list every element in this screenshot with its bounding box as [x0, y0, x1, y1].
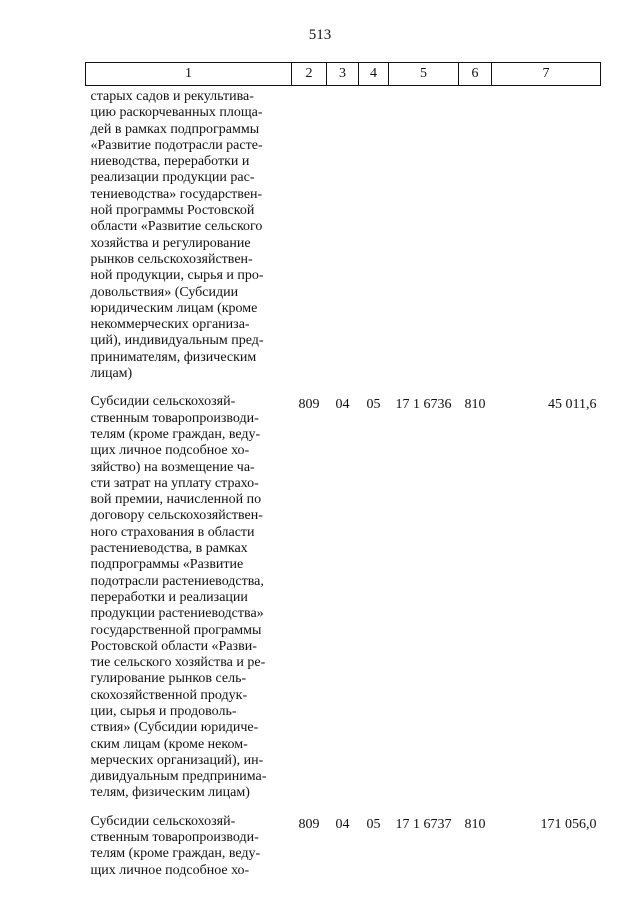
row-section-code [327, 86, 359, 393]
row-target-article: 17 1 6737 [395, 816, 452, 832]
row-ministry-code: 809 [298, 397, 320, 413]
header-col-7: 7 [492, 63, 601, 86]
header-col-3: 3 [327, 63, 359, 86]
row-section-code: 04 [335, 816, 350, 832]
row-subsection-code [359, 86, 389, 393]
row-amount: 171 056,0 [540, 816, 597, 832]
row-amount [492, 86, 601, 393]
row-expense-type: 810 [464, 397, 486, 413]
row-ministry-code: 809 [298, 816, 320, 832]
row-subsection-code: 05 [366, 816, 381, 832]
row-description: Субсидии сельскохозяй- ственным товаропроизводи- телям (кроме граждан, веду- щих личное подсобное хо- [90, 813, 261, 878]
page-number: 513 [308, 27, 332, 43]
header-col-6: 6 [459, 63, 492, 86]
row-description: старых садов и рекультива- цию раскорчеванных площа- дей в рамках подпрограммы «Развитие подотрасли расте- ниеводства, переработки и реализации продукции рас- тениеводства» государствен- ной программы Ростовской области «Развитие сельского хозяйства и регулирование рынков сельскохозяйствен- ной продукции, сырья и про- довольствия» (Субсидии юридическим лицам (кроме некоммерческих организа- ций), индивидуальным пред- принимателям, физическим лицам) [90, 89, 264, 382]
header-row [86, 63, 601, 86]
header-col-4: 4 [359, 63, 389, 86]
row-amount: 45 011,6 [548, 397, 597, 413]
row-ministry-code [292, 86, 327, 393]
row-subsection-code: 05 [366, 397, 381, 413]
header-col-1: 1 [86, 63, 292, 86]
table-row [86, 392, 601, 811]
row-description: Субсидии сельскохозяй- ственным товаропроизводи- телям (кроме граждан, веду- щих личное подсобное хо- зяйство) на возмещение ча- сти затрат на уплату страхо- вой премии, начисленной по договору сельскохозяйствен- ного страхования в области растениеводства, в рамках подпрограммы «Развитие подотрасли растениеводства, переработки и реализации продукции растениеводства» государственной программы Ростовской области «Разви- тие сельского хозяйства и ре- гулирование рынков сель- скохозяйственной продук- ции, сырья и продоволь- ствия» (Субсидии юридиче- ским лицам (кроме неком- мерческих организаций), ин- дивидуальным предпринима- телям, физическим лицам) [90, 394, 267, 801]
header-col-5: 5 [389, 63, 459, 86]
budget-table [85, 62, 601, 889]
table-row [86, 812, 601, 889]
row-target-article [389, 86, 459, 393]
table-row [86, 86, 601, 393]
row-target-article: 17 1 6736 [395, 397, 452, 413]
header-col-2: 2 [292, 63, 327, 86]
row-expense-type: 810 [464, 816, 486, 832]
table-body [86, 86, 601, 889]
table-header [86, 63, 601, 86]
row-expense-type [459, 86, 492, 393]
row-section-code: 04 [335, 397, 350, 413]
